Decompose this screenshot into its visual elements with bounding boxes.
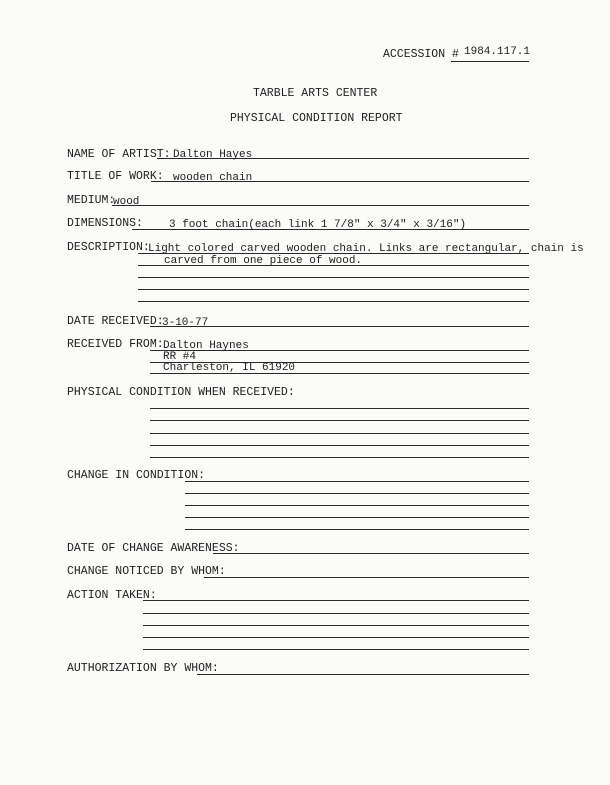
condition-received-underline-2 [150,420,529,421]
action-underline-3 [143,625,529,626]
accession-label: ACCESSION # [383,48,459,61]
condition-received-underline-3 [150,433,529,434]
date-received-value: 3-10-77 [162,317,209,329]
received-from-address: RR #4 [163,351,197,363]
received-from-city: Charleston, IL 61920 [163,362,296,374]
dimensions-value: 3 foot chain(each link 1 7/8" x 3/4" x 3/16") [169,219,467,231]
title-label: TITLE OF WORK: [67,170,164,183]
artist-underline [157,158,529,159]
accession-number: 1984.117.1 [464,46,531,58]
action-underline-1 [143,600,529,601]
description-underline-1 [138,253,529,254]
authorization-underline [197,674,529,675]
action-underline-2 [143,613,529,614]
dimensions-underline [132,229,529,230]
condition-received-underline-4 [150,445,529,446]
medium-value: wood [113,196,140,208]
description-line-2: carved from one piece of wood. [164,255,363,267]
date-change-label: DATE OF CHANGE AWARENESS: [67,542,240,555]
date-received-underline [150,326,529,327]
action-underline-5 [143,649,529,650]
change-underline-4 [185,517,529,518]
change-underline-3 [185,505,529,506]
org-title: TARBLE ARTS CENTER [253,87,378,100]
condition-received-underline-5 [150,457,529,458]
noticed-label: CHANGE NOTICED BY WHOM: [67,565,226,578]
received-from-underline-3 [150,373,529,374]
title-underline [151,181,529,182]
description-underline-2 [138,265,529,266]
description-label: DESCRIPTION: [67,241,150,254]
artist-label: NAME OF ARTIST: [67,148,171,161]
action-underline-4 [143,637,529,638]
report-title: PHYSICAL CONDITION REPORT [230,112,403,125]
change-label: CHANGE IN CONDITION: [67,469,206,482]
accession-underline [451,61,529,62]
change-underline-5 [185,529,529,530]
condition-received-underline-1 [150,408,529,409]
description-line-1: Light colored carved wooden chain. Links are rectangular, chain is [148,243,584,255]
dimensions-label: DIMENSIONS: [67,217,143,230]
artist-value: Dalton Hayes [173,149,253,161]
condition-received-label: PHYSICAL CONDITION WHEN RECEIVED: [67,386,295,399]
date-received-label: DATE RECEIVED: [67,315,164,328]
authorization-label: AUTHORIZATION BY WHOM: [67,662,219,675]
noticed-underline [204,577,529,578]
title-value: wooden chain [173,172,253,184]
change-underline-1 [185,481,529,482]
description-underline-4 [138,289,529,290]
date-change-underline [213,553,529,554]
received-from-name: Dalton Haynes [163,340,249,352]
description-underline-3 [138,277,529,278]
action-label: ACTION TAKEN: [67,589,157,602]
received-from-underline-1 [150,350,529,351]
medium-underline [112,205,529,206]
medium-label: MEDIUM: [67,194,116,207]
received-from-label: RECEIVED FROM: [67,338,164,351]
description-underline-5 [138,301,529,302]
change-underline-2 [185,493,529,494]
